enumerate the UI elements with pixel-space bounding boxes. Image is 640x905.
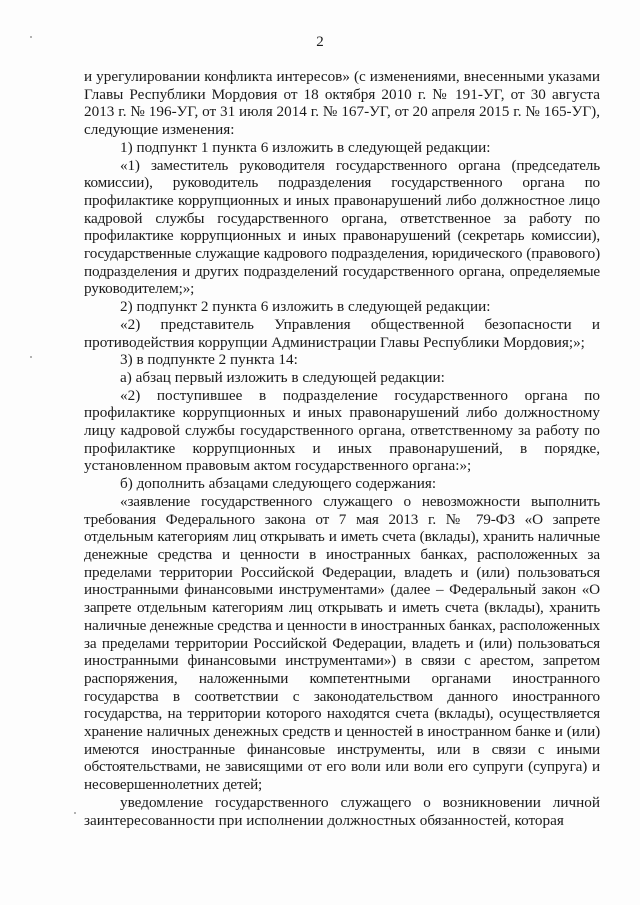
paragraph-item-3: 3) в подпункте 2 пункта 14:	[120, 351, 298, 369]
paragraph-item-1-text: «1) заместитель руководителя государственного органа (председатель комиссии), руководитель подразделения государственного органа по профилактике коррупционных и иных правонарушений либо должностное лицо кадровой службы государственного органа, ответственное за работу по профилактике коррупционных и иных правонарушений (секретарь комиссии), государственные служащие кадрового подразделения, юридического (правового) подразделения и других подразделений государственного органа, определяемые руководителем;»;	[84, 156, 600, 298]
scan-speck	[30, 356, 32, 358]
scan-speck	[30, 36, 32, 38]
paragraph-item-3a: а) абзац первый изложить в следующей редакции:	[120, 368, 445, 386]
scan-speck	[74, 812, 76, 814]
paragraph-item-2: 2) подпункт 2 пункта 6 изложить в следующей редакции:	[120, 298, 491, 316]
document-body	[84, 68, 600, 829]
paragraph-item-2-text: «2) представитель Управления общественной безопасности и противодействия коррупции Администрации Главы Республики Мордовия;»;	[84, 315, 600, 351]
paragraph-statement-text: «заявление государственного служащего о невозможности выполнить требования Федерального закона от 7 мая 2013 г. № 79-ФЗ «О запрете отдельным категориям лиц открывать и иметь счета (вклады), хранить наличные денежные средства и ценности в иностранных банках, расположенных за пределами территории Российской Федерации, владеть и (или) пользоваться иностранными финансовыми инструментами» (далее – Федеральный закон «О запрете отдельным категориям лиц открывать и иметь счета (вклады), хранить наличные денежные средства и ценности в иностранных банках, расположенных за пределами территории Российской Федерации, владеть и (или) пользоваться иностранными финансовыми инструментами») в связи с арестом, запретом распоряжения, наложенными компетентными органами иностранного государства в соответствии с законодательством данного иностранного государства, на территории которого находятся счета (вклады), осуществляется хранение наличных денежных средств и ценностей в иностранном банке и (или) имеются иностранные финансовые инструменты, или в связи с иными обстоятельствами, не зависящими от его воли или воли его супруги (супруга) и несовершеннолетних детей;	[84, 492, 600, 794]
paragraph-item-1: 1) подпункт 1 пункта 6 изложить в следующей редакции:	[120, 138, 491, 156]
paragraph-item-3a-text: «2) поступившее в подразделение государственного органа по профилактике коррупционных и иных правонарушений либо должностному лицу кадровой службы государственного органа, ответственному за работу по профилактике коррупционных и иных правонарушений, в порядке, установленном правовым актом государственного органа:»;	[84, 386, 600, 475]
page-number: 2	[316, 34, 324, 50]
paragraph-notification-text: уведомление государственного служащего о возникновении личной заинтересованности при исполнении должностных обязанностей, которая	[84, 793, 600, 829]
paragraph-item-3b: б) дополнить абзацами следующего содержания:	[120, 475, 437, 493]
paragraph-decree-amendments: и урегулировании конфликта интересов» (с изменениями, внесенными указами Главы Республики Мордовия от 18 октября 2010 г. № 191-УГ, от 30 августа 2013 г. № 196-УГ, от 31 июля 2014 г. № 167-УГ, от 20 апреля 2015 г. № 165-УГ), следующие изменения:	[84, 68, 600, 139]
